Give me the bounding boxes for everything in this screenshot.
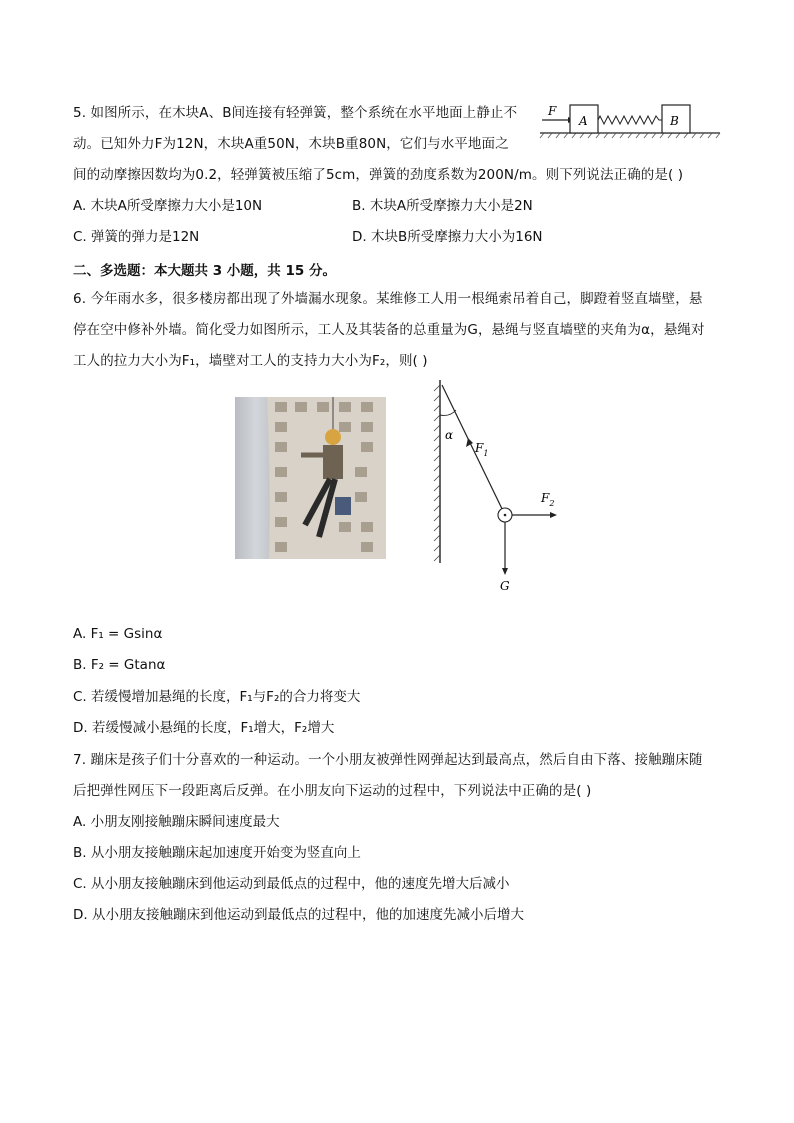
q5-line-3: 间的动摩擦因数均为0.2，轻弹簧被压缩了5cm，弹簧的劲度系数为200N/m。则下列说法正确的是( ) — [73, 167, 684, 183]
q7-line-2: 后把弹性网压下一段距离后反弹。在小朋友向下运动的过程中，下列说法中正确的是( ) — [73, 783, 592, 799]
q6-option-a: A. F₁ = Gsinα — [73, 626, 163, 642]
section-heading-multiple-choice: 二、多选题：本大题共 3 小题，共 15 分。 — [73, 263, 336, 279]
q6-line-1: 6. 今年雨水多，很多楼房都出现了外墙漏水现象。某维修工人用一根绳索吊着自己，脚蹬着竖直墙壁，悬 — [73, 291, 703, 307]
q5-option-a: A. 木块A所受摩擦力大小是10N — [73, 198, 263, 214]
q7-line-1: 7. 蹦床是孩子们十分喜欢的一种运动。一个小朋友被弹性网弹起达到最高点，然后自由下落、接触蹦床随 — [73, 752, 703, 768]
q7-option-b: B. 从小朋友接触蹦床起加速度开始变为竖直向上 — [73, 845, 361, 861]
q6-option-d: D. 若缓慢减小悬绳的长度，F₁增大，F₂增大 — [73, 720, 335, 736]
force-f-label: F — [548, 104, 557, 118]
q6-line-3: 工人的拉力大小为F₁，墙壁对工人的支持力大小为F₂，则( ) — [73, 353, 428, 369]
alpha-label: α — [445, 428, 454, 442]
q5-spring-block-figure — [538, 100, 728, 140]
q7-option-a: A. 小朋友刚接触蹦床瞬间速度最大 — [73, 814, 280, 830]
q7-option-d: D. 从小朋友接触蹦床到他运动到最低点的过程中，他的加速度先减小后增大 — [73, 907, 524, 923]
q7-option-c: C. 从小朋友接触蹦床到他运动到最低点的过程中，他的速度先增大后减小 — [73, 876, 510, 892]
q5-option-b: B. 木块A所受摩擦力大小是2N — [352, 198, 533, 214]
spring — [598, 116, 662, 124]
q5-line-1: 5. 如图所示，在木块A、B间连接有轻弹簧，整个系统在水平地面上静止不 — [73, 105, 518, 121]
block-b-label: B — [670, 114, 679, 128]
q5-line-2: 动。已知外力F为12N，木块A重50N，木块B重80N，它们与水平地面之 — [73, 136, 509, 152]
q6-force-diagram — [428, 375, 568, 605]
f1-label: $F_1$ — [475, 441, 489, 458]
f2-label: $F_2$ — [541, 491, 555, 508]
worker-photo — [235, 397, 386, 559]
block-a-label: A — [579, 114, 588, 128]
q5-option-d: D. 木块B所受摩擦力大小为16N — [352, 229, 543, 245]
g-label: G — [500, 579, 510, 593]
rope-line — [442, 385, 505, 515]
q6-line-2: 停在空中修补外墙。简化受力如图所示，工人及其装备的总重量为G，悬绳与竖直墙壁的夹角为α，悬绳对 — [73, 322, 705, 338]
q6-option-b: B. F₂ = Gtanα — [73, 657, 166, 673]
q6-option-c: C. 若缓慢增加悬绳的长度，F₁与F₂的合力将变大 — [73, 689, 361, 705]
q5-option-c: C. 弹簧的弹力是12N — [73, 229, 200, 245]
